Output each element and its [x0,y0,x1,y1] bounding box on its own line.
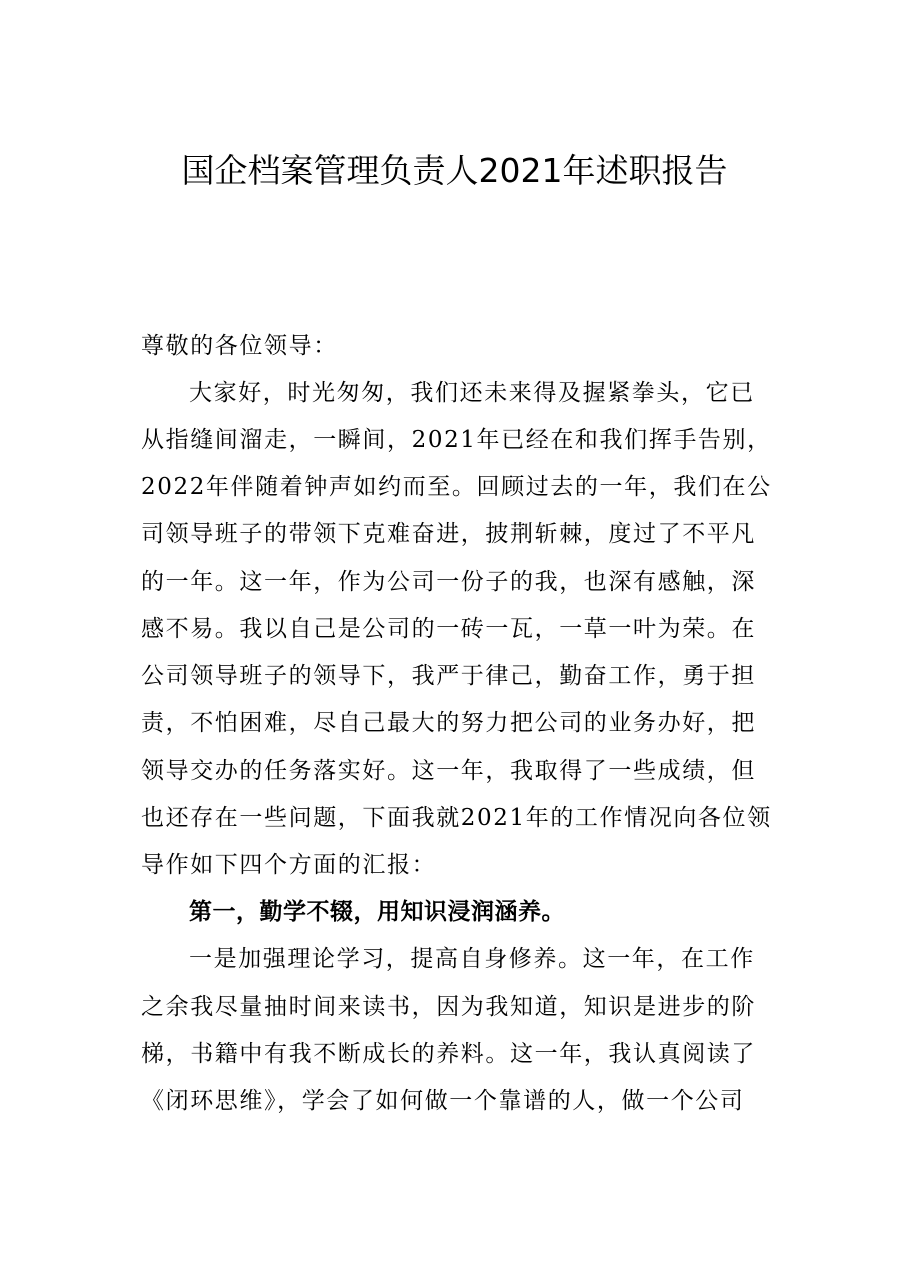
paragraph-line: 导作如下四个方面的汇报： [141,852,437,878]
paragraph-line: 的一年。这一年，作为公司一份子的我，也深有感触，深 [141,569,756,595]
paragraph-line: 感不易。我以自己是公司的一砖一瓦，一草一叶为荣。在 [141,616,756,642]
paragraph-line: 梯，书籍中有我不断成长的养料。这一年，我认真阅读了 [141,1041,756,1067]
paragraph-line: 之余我尽量抽时间来读书，因为我知道，知识是进步的阶 [141,994,756,1020]
document-title: 国企档案管理负责人2021年述职报告 [181,151,728,190]
paragraph-line: 大家好，时光匆匆，我们还未来得及握紧拳头，它已 [189,380,755,406]
paragraph-line: 一是加强理论学习，提高自身修养。这一年，在工作 [189,946,755,972]
section-heading: 第一，勤学不辍，用知识浸润涵养。 [189,899,565,925]
paragraph-line: 领导交办的任务落实好。这一年，我取得了一些成绩，但 [141,758,756,784]
paragraph-line: 从指缝间溜走，一瞬间，2021年已经在和我们挥手告别， [141,427,772,453]
paragraph-line: 也还存在一些问题，下面我就2021年的工作情况向各位领 [141,805,772,831]
paragraph-line: 责，不怕困难，尽自己最大的努力把公司的业务办好，把 [141,710,756,736]
paragraph-line: 司领导班子的带领下克难奋进，披荆斩棘，度过了不平凡 [141,521,756,547]
salutation: 尊敬的各位领导： [141,333,338,359]
paragraph-line: 2022年伴随着钟声如约而至。回顾过去的一年，我们在公 [141,474,772,500]
paragraph-line: 《闭环思维》，学会了如何做一个靠谱的人，做一个公司 [141,1088,745,1114]
paragraph-line: 公司领导班子的领导下，我严于律己，勤奋工作，勇于担 [141,663,756,689]
